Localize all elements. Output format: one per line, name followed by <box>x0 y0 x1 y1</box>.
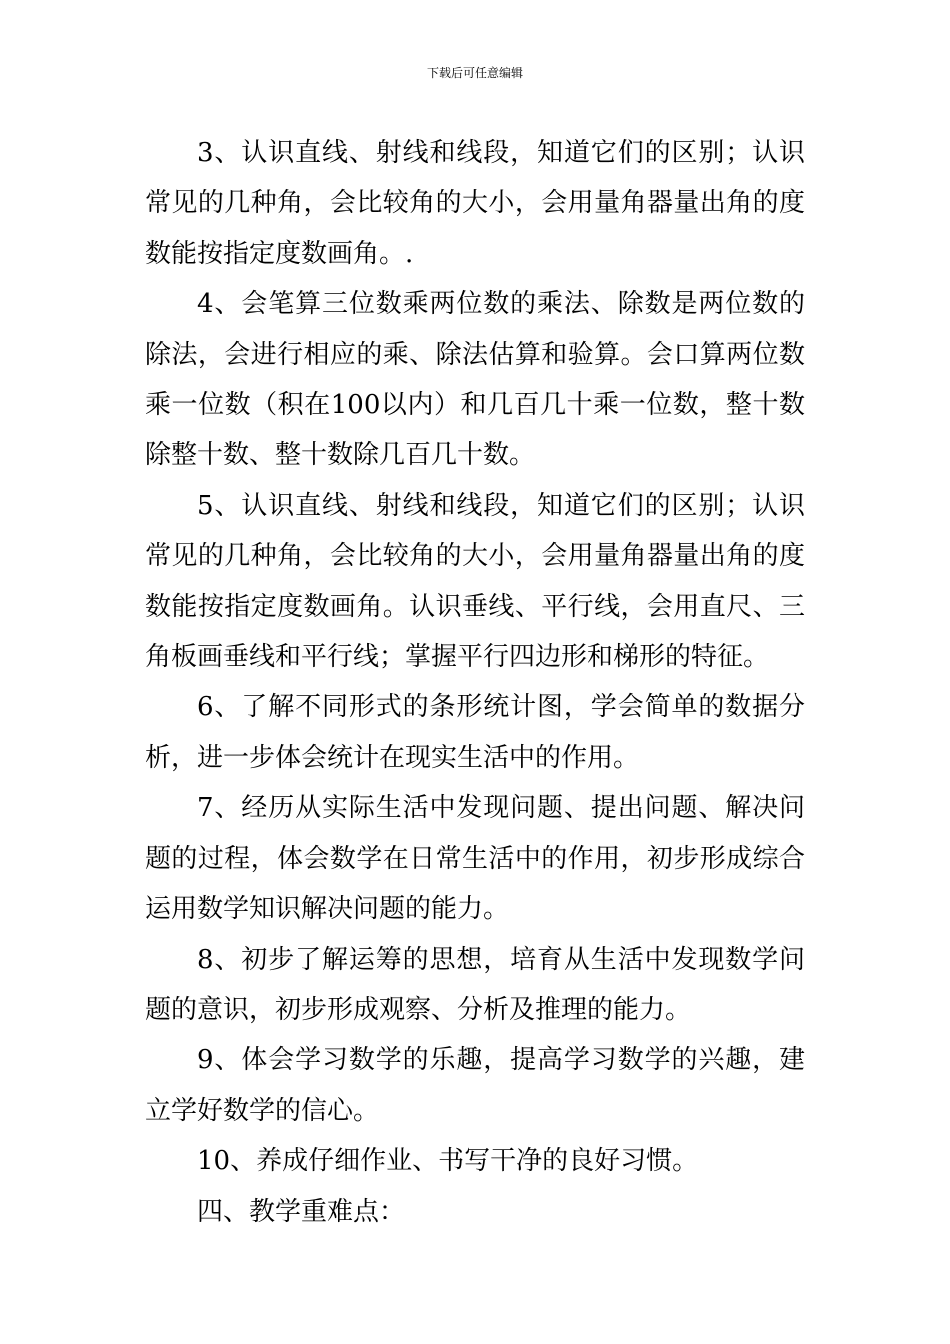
paragraph-item-6: 6、了解不同形式的条形统计图，学会简单的数据分析，进一步体会统计在现实生活中的作用。 <box>145 692 805 773</box>
page-header-note: 下载后可任意编辑 <box>426 66 523 80</box>
paragraph-item-3: 3、认识直线、射线和线段，知道它们的区别；认识常见的几种角，会比较角的大小，会用量角器量出角的度数能按指定度数画角。. <box>145 138 805 269</box>
paragraph-item-10: 10、养成仔细作业、书写干净的良好习惯。 <box>197 1146 699 1177</box>
paragraph-item-9: 9、体会学习数学的乐趣，提高学习数学的兴趣，建立学好数学的信心。 <box>145 1045 805 1126</box>
paragraph-item-4: 4、会笔算三位数乘两位数的乘法、除数是两位数的除法，会进行相应的乘、除法估算和验算。会口算两位数乘一位数（积在100以内）和几百几十乘一位数，整十数除整十数、整十数除几百几十数。 <box>145 289 805 471</box>
paragraph-item-5: 5、认识直线、射线和线段，知道它们的区别；认识常见的几种角，会比较角的大小，会用量角器量出角的度数能按指定度数画角。认识垂线、平行线，会用直尺、三角板画垂线和平行线；掌握平行四边形和梯形的特征。 <box>145 490 805 673</box>
document-body <box>145 128 805 1237</box>
paragraph-item-8: 8、初步了解运筹的思想，培育从生活中发现数学问题的意识，初步形成观察、分析及推理的能力。 <box>145 944 805 1025</box>
section-heading-teaching-key-points: 四、教学重难点： <box>197 1196 406 1227</box>
paragraph-item-7: 7、经历从实际生活中发现问题、提出问题、解决问题的过程，体会数学在日常生活中的作用，初步形成综合运用数学知识解决问题的能力。 <box>145 793 805 925</box>
